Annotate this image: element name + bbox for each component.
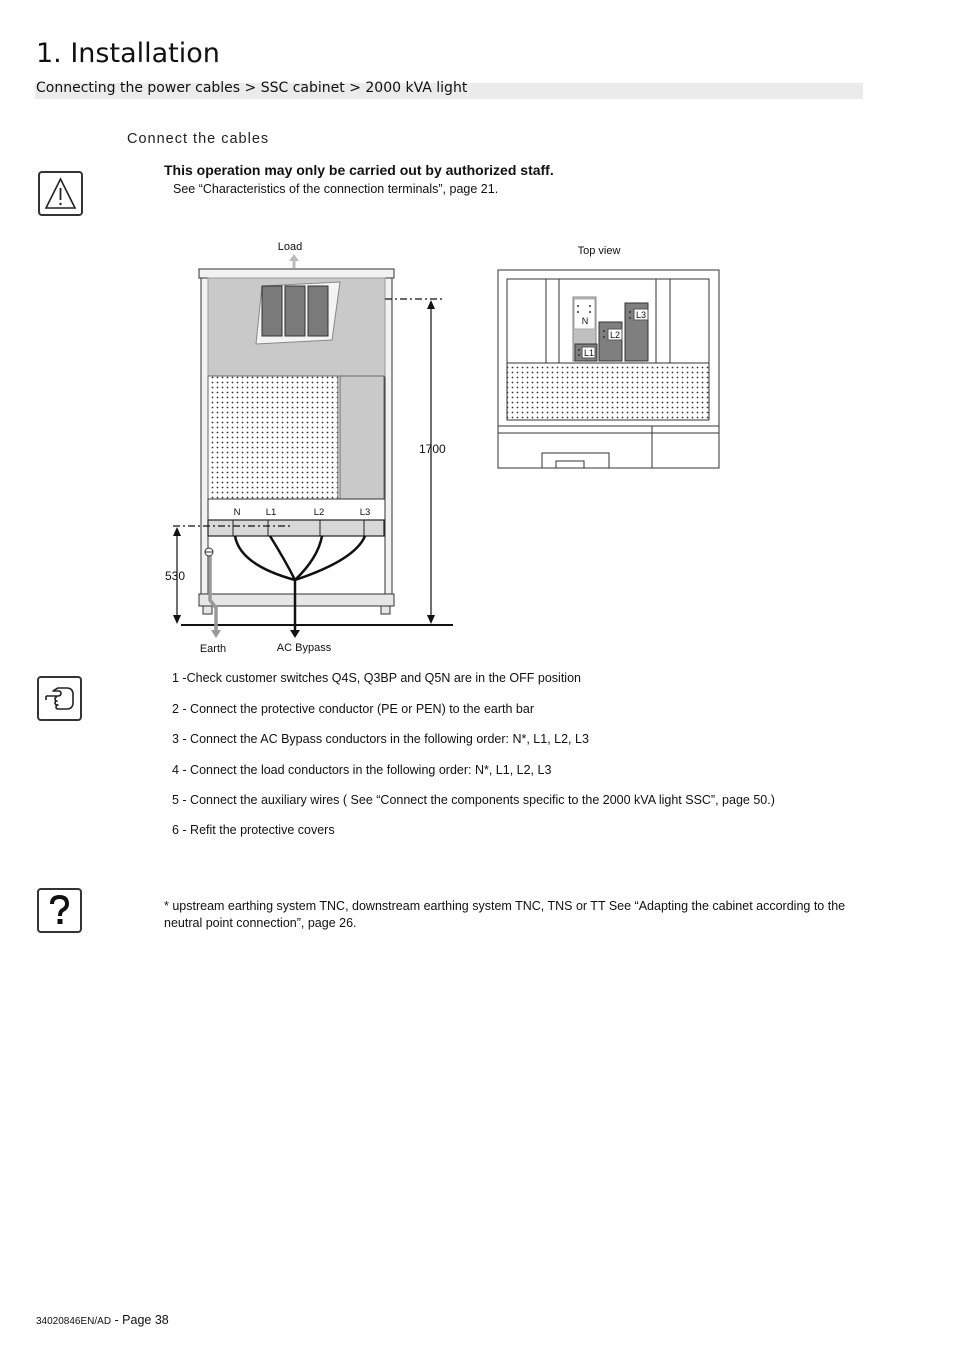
step-4: 4 - Connect the load conductors in the following order: N*, L1, L2, L3 (172, 763, 552, 777)
step-5: 5 - Connect the auxiliary wires ( See “Connect the components specific to the 2000 kVA light SSC”, page 50.) (172, 793, 775, 807)
terminal-label-l2: L2 (313, 507, 325, 518)
pointing-hand-icon (37, 676, 82, 721)
bypass-cables (235, 536, 365, 632)
top-terminal-l1: L1 (583, 348, 595, 358)
page-number: - Page 38 (111, 1313, 169, 1327)
footer (36, 1311, 169, 1329)
connection-diagram (0, 230, 954, 660)
see-reference-text: See “Characteristics of the connection terminals”, page 21. (173, 182, 499, 196)
top-terminal-l2: L2 (609, 330, 621, 340)
section-title: Connect the cables (127, 131, 270, 147)
ac-bypass-arrow-icon (290, 630, 300, 638)
ac-bypass-label: AC Bypass (276, 642, 332, 654)
document-code: 34020846EN/AD (36, 1316, 112, 1327)
step-2: 2 - Connect the protective conductor (PE or PEN) to the earth bar (172, 702, 534, 716)
top-view (498, 270, 719, 468)
question-mark-icon (37, 888, 82, 933)
earthing-note: * upstream earthing system TNC, downstream earthing system TNC, TNS or TT See “Adapting the cabinet according to the neutral point connection”, page 26. (164, 899, 846, 930)
load-label: Load (277, 241, 303, 253)
terminal-label-l3: L3 (359, 507, 371, 518)
warning-triangle-icon (38, 171, 83, 216)
height-dimension: 1700 (419, 442, 446, 456)
top-view-title: Top view (577, 245, 621, 257)
terminal-label-n: N (233, 507, 241, 518)
page-title: 1. Installation (36, 38, 220, 69)
step-6: 6 - Refit the protective covers (172, 823, 335, 837)
earth-label: Earth (199, 643, 227, 655)
low-dimension: 530 (165, 569, 186, 583)
top-terminal-l3: L3 (635, 310, 647, 320)
breadcrumb: Connecting the power cables > SSC cabinet > 2000 kVA light (36, 80, 468, 96)
terminal-label-l1: L1 (265, 507, 277, 518)
warning-text: This operation may only be carried out by authorized staff. (164, 162, 554, 178)
load-arrow-icon (289, 254, 299, 268)
top-terminal-n: N (581, 316, 589, 326)
step-3: 3 - Connect the AC Bypass conductors in the following order: N*, L1, L2, L3 (172, 732, 589, 746)
step-1: 1 -Check customer switches Q4S, Q3BP and Q5N are in the OFF position (172, 671, 581, 685)
